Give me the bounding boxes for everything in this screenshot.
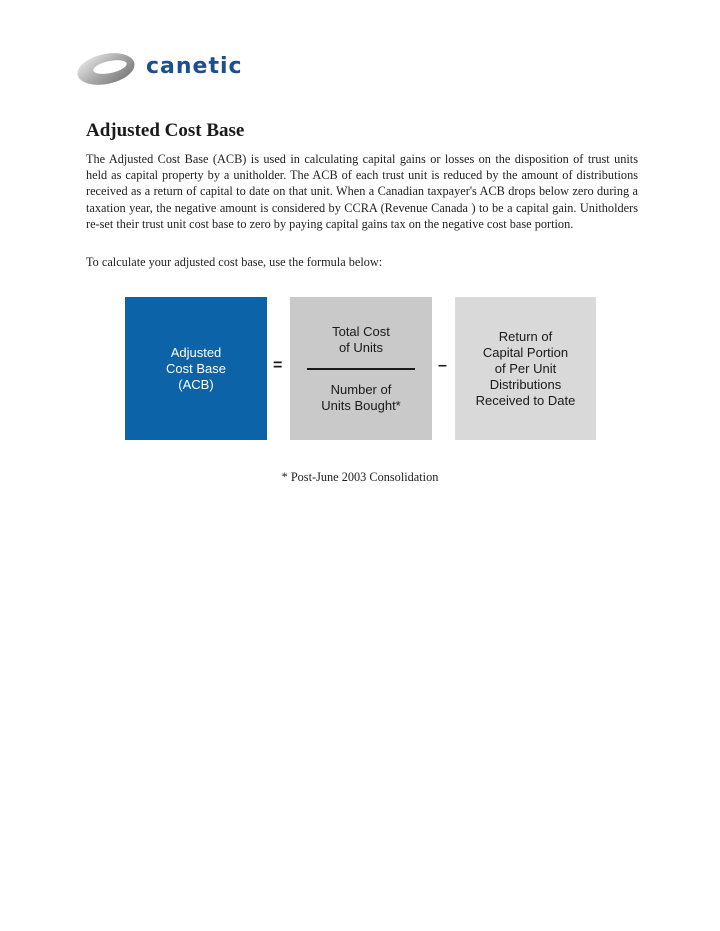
fraction-numerator: Total Cost of Units [332,323,390,355]
return-box-label: Return of Capital Portion of Per Unit Distributions Received to Date [475,328,576,408]
page-title: Adjusted Cost Base [86,120,245,141]
fraction-bar [307,368,415,370]
formula-intro-text: To calculate your adjusted cost base, use the formula below: [86,255,383,269]
body-paragraph: The Adjusted Cost Base (ACB) is used in calculating capital gains or losses on the disposition of trust units held as capital property by a unitholder. The ACB of each trust unit is reduced by the amount of distributions received as a return of capital to date on that unit. When a Canadian taxpayer's ACB drops below zero during a taxation year, the negative amount is considered by CCRA (Revenue Canada ) to be a capital gain. Unitholders re-set their trust unit cost base to zero by paying capital gains tax on the negative cost base portion. [86,152,638,231]
fraction-box [290,297,432,440]
footnote: * Post-June 2003 Consolidation [281,470,439,484]
fraction-denominator: Number of Units Bought* [321,381,401,413]
minus-sign: – [438,357,447,374]
acb-box [125,297,267,440]
canetic-logo [74,44,274,94]
logo-wordmark: canetic [146,54,243,79]
swoosh-logo-icon [74,44,144,90]
equals-sign: = [273,357,283,374]
acb-box-label: Adjusted Cost Base (ACB) [166,344,226,392]
return-of-capital-box [455,297,596,440]
